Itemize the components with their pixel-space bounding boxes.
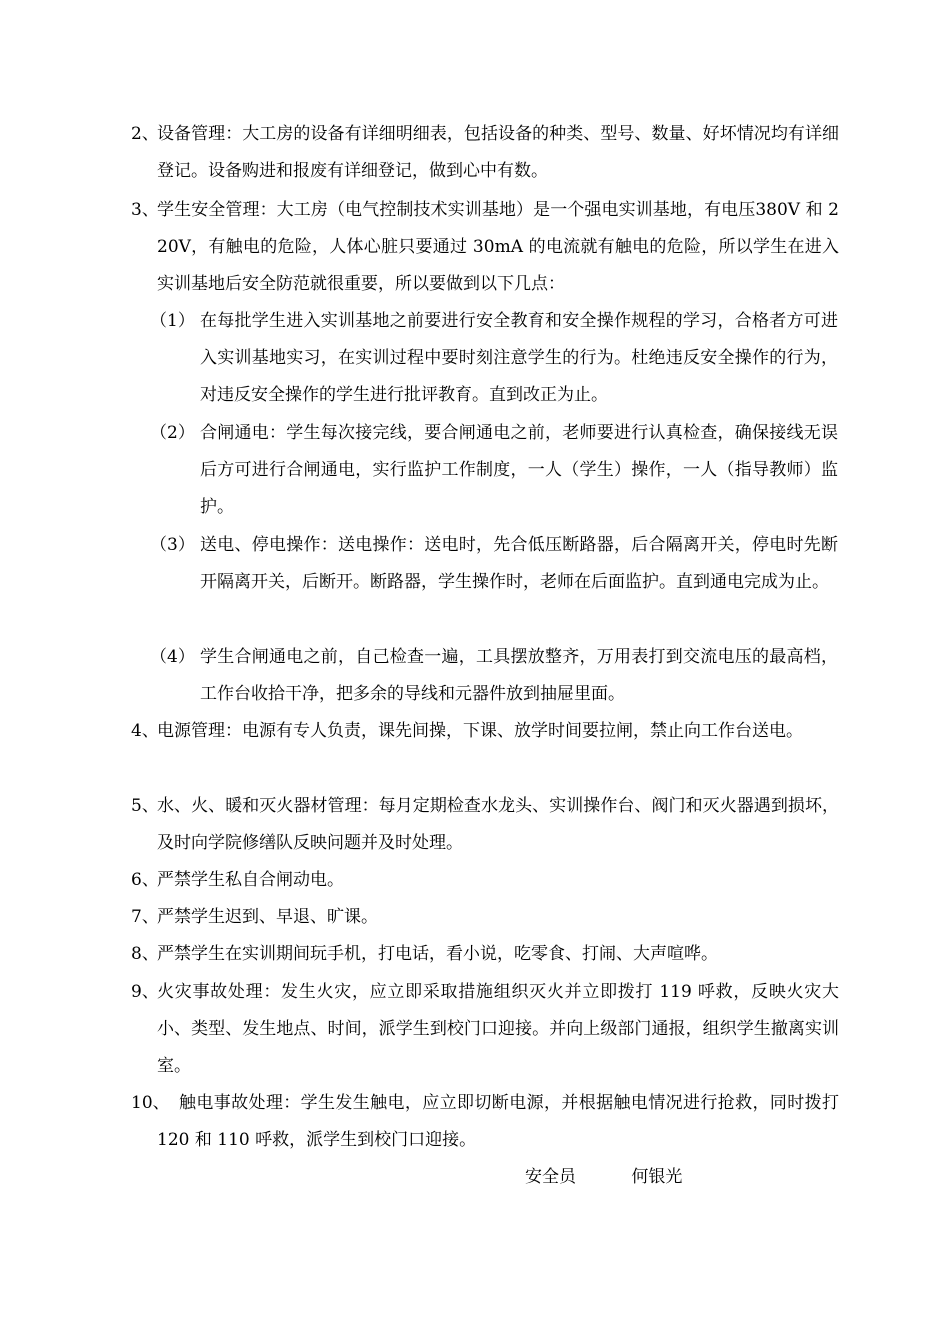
- item-number: （3）: [150, 535, 195, 555]
- item-text: 严禁学生迟到、早退、旷课。: [157, 907, 378, 927]
- list-item: [131, 788, 839, 862]
- item-number: 5、: [131, 796, 159, 816]
- list-item: [131, 1085, 839, 1159]
- item-number: 8、: [131, 944, 159, 964]
- item-number: 3、: [131, 200, 159, 220]
- item-text: 电源管理：电源有专人负责，课先间操，下课、放学时间要拉闸，禁止向工作台送电。: [157, 721, 803, 741]
- list-item: [131, 974, 839, 1085]
- item-number: 10、: [131, 1093, 170, 1113]
- item-text: 在每批学生进入实训基地之前要进行安全教育和安全操作规程的学习，合格者方可进入实训基地实习，在实训过程中要时刻注意学生的行为。杜绝违反安全操作的行为，对违反安全操作的学生进行批评教育。直到改正为止。: [200, 311, 838, 405]
- sub-list-item: [150, 303, 838, 414]
- item-number: （1）: [150, 311, 195, 331]
- list-item: [131, 713, 839, 750]
- signature-name: 何银光: [631, 1167, 683, 1187]
- item-number: （4）: [150, 647, 195, 667]
- item-number: 6、: [131, 870, 159, 890]
- item-text: 设备管理：大工房的设备有详细明细表，包括设备的种类、型号、数量、好坏情况均有详细登记。设备购进和报废有详细登记，做到心中有数。: [157, 124, 839, 181]
- item-text: 严禁学生在实训期间玩手机，打电话，看小说，吃零食、打闹、大声喧哗。: [157, 944, 718, 964]
- item-text: 触电事故处理：学生发生触电，应立即切断电源，并根据触电情况进行抢救，同时拨打 120 和 110 呼救，派学生到校门口迎接。: [157, 1093, 839, 1150]
- item-text: 严禁学生私自合闸动电。: [157, 870, 344, 890]
- item-number: 7、: [131, 907, 159, 927]
- item-text: 火灾事故处理：发生火灾，应立即采取措施组织灭火并立即拨打 119 呼救，反映火灾大小、类型、发生地点、时间，派学生到校门口迎接。并向上级部门通报，组织学生撤离实训室。: [157, 982, 839, 1076]
- item-text: 送电、停电操作：送电操作：送电时，先合低压断路器，后合隔离开关，停电时先断开隔离开关，后断开。断路器，学生操作时，老师在后面监护。直到通电完成为止。: [200, 535, 838, 592]
- list-item: [131, 192, 839, 303]
- item-number: 9、: [131, 982, 159, 1002]
- list-item: [131, 936, 839, 973]
- sub-list-item: [150, 639, 838, 713]
- item-text: 学生合闸通电之前，自己检查一遍，工具摆放整齐，万用表打到交流电压的最高档，工作台收拾干净，把多余的导线和元器件放到抽屉里面。: [200, 647, 838, 704]
- list-item: [131, 862, 839, 899]
- item-text: 合闸通电：学生每次接完线，要合闸通电之前，老师要进行认真检查，确保接线无误后方可进行合闸通电，实行监护工作制度，一人（学生）操作，一人（指导教师）监护。: [200, 423, 838, 517]
- item-number: （2）: [150, 423, 195, 443]
- sub-list-item: [150, 415, 838, 526]
- list-item: [131, 899, 839, 936]
- item-text: 水、火、暖和灭火器材管理：每月定期检查水龙头、实训操作台、阀门和灭火器遇到损坏，及时向学院修缮队反映问题并及时处理。: [157, 796, 839, 853]
- list-item: [131, 116, 839, 190]
- item-number: 4、: [131, 721, 159, 741]
- sub-list-item: [150, 527, 838, 601]
- item-number: 2、: [131, 124, 159, 144]
- signature-role: 安全员: [525, 1167, 576, 1187]
- signature: [525, 1163, 682, 1191]
- item-text: 学生安全管理：大工房（电气控制技术实训基地）是一个强电实训基地，有电压380V 和 220V，有触电的危险，人体心脏只要通过 30mA 的电流就有触电的危险，所以学生在进入实训基地后安全防范就很重要，所以要做到以下几点：: [157, 200, 839, 294]
